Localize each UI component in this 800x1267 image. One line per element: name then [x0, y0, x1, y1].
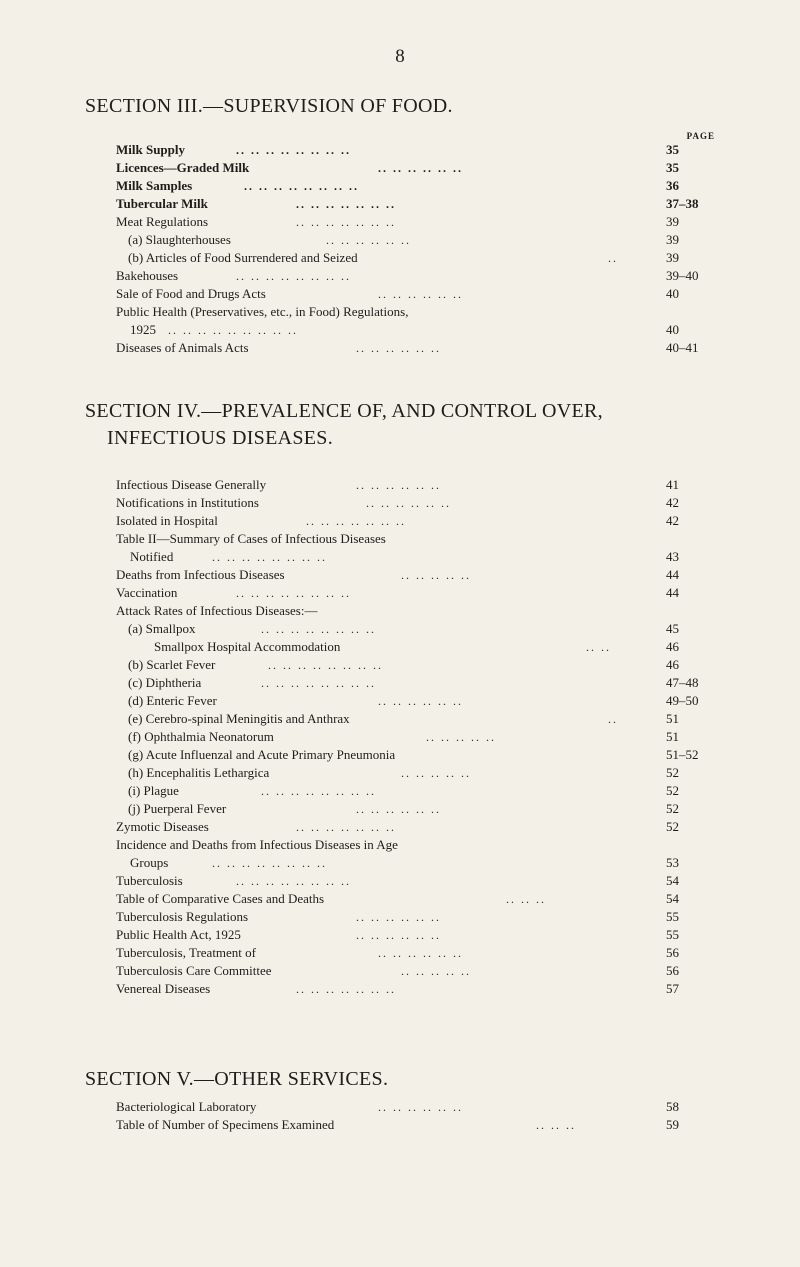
- section-heading-continued: INFECTIOUS DISEASES.: [107, 427, 334, 449]
- toc-entry: (i) Plague .. .. .. .. .. .. .. .. 52: [128, 783, 679, 798]
- section-heading: SECTION IV.—PREVALENCE OF, AND CONTROL OVER,: [85, 400, 603, 422]
- toc-entry: (g) Acute Influenzal and Acute Primary Pneumonia 51–52: [128, 747, 699, 762]
- toc-entry: Tuberculosis Care Committee .. .. .. .. .. 56: [116, 963, 679, 978]
- toc-entry: Groups .. .. .. .. .. .. .. .. 53: [130, 855, 679, 870]
- toc-entry: Tuberculosis Regulations .. .. .. .. .. .. 55: [116, 909, 679, 924]
- toc-entry: Venereal Diseases .. .. .. .. .. .. .. 57: [116, 981, 679, 996]
- toc-entry: Tubercular Milk .. .. .. .. .. .. .. 37–38: [116, 196, 699, 211]
- toc-entry: Notified .. .. .. .. .. .. .. .. 43: [130, 549, 679, 564]
- toc-entry: Milk Supply .. .. .. .. .. .. .. .. 35: [116, 142, 679, 157]
- toc-entry: Table of Number of Specimens Examined .. .. .. 59: [116, 1117, 679, 1132]
- section-v: [85, 1066, 715, 1132]
- section-heading: SECTION III.—SUPERVISION OF FOOD.: [85, 95, 453, 117]
- section-iv: [85, 398, 715, 996]
- toc-entry: Attack Rates of Infectious Diseases:—: [116, 603, 318, 618]
- toc-entry: Public Health Act, 1925 .. .. .. .. .. .. 55: [116, 927, 679, 942]
- toc-entry: Zymotic Diseases .. .. .. .. .. .. .. 52: [116, 819, 679, 834]
- toc-entry: (f) Ophthalmia Neonatorum .. .. .. .. .. 51: [128, 729, 679, 744]
- toc-list: [116, 141, 712, 357]
- toc-entry: Tuberculosis .. .. .. .. .. .. .. .. 54: [116, 873, 679, 888]
- toc-entry: Deaths from Infectious Diseases .. .. .. .. .. 44: [116, 567, 679, 582]
- toc-entry: Vaccination .. .. .. .. .. .. .. .. 44: [116, 585, 679, 600]
- toc-entry: Smallpox Hospital Accommodation .. .. 46: [154, 639, 679, 654]
- toc-entry: (b) Scarlet Fever .. .. .. .. .. .. .. .. 46: [128, 657, 679, 672]
- page-column-label: PAGE: [686, 131, 715, 141]
- toc-entry: (e) Cerebro-spinal Meningitis and Anthrax .. 51: [128, 711, 679, 726]
- section-heading: SECTION V.—OTHER SERVICES.: [85, 1068, 389, 1090]
- section-iii: [85, 93, 715, 355]
- toc-entry: (h) Encephalitis Lethargica .. .. .. .. .. 52: [128, 765, 679, 780]
- toc-entry: (j) Puerperal Fever .. .. .. .. .. .. 52: [128, 801, 679, 816]
- toc-entry: Milk Samples .. .. .. .. .. .. .. .. 36: [116, 178, 679, 193]
- toc-list: [116, 1098, 712, 1134]
- toc-entry: (d) Enteric Fever .. .. .. .. .. .. 49–50: [128, 693, 699, 708]
- toc-entry: Table II—Summary of Cases of Infectious Diseases: [116, 531, 386, 546]
- toc-list: [116, 476, 712, 998]
- toc-entry: (b) Articles of Food Surrendered and Seized .. 39: [128, 250, 679, 265]
- toc-entry: (a) Smallpox .. .. .. .. .. .. .. .. 45: [128, 621, 679, 636]
- toc-entry: Bacteriological Laboratory .. .. .. .. .. .. 58: [116, 1099, 679, 1114]
- toc-entry: Public Health (Preservatives, etc., in Food) Regulations,: [116, 304, 409, 319]
- toc-entry: 1925 .. .. .. .. .. .. .. .. .. 40: [130, 322, 679, 337]
- toc-entry: Sale of Food and Drugs Acts .. .. .. .. .. .. 40: [116, 286, 679, 301]
- toc-entry: Licences—Graded Milk .. .. .. .. .. .. 35: [116, 160, 679, 175]
- toc-entry: Infectious Disease Generally .. .. .. .. .. .. 41: [116, 477, 679, 492]
- toc-entry: (a) Slaughterhouses .. .. .. .. .. .. 39: [128, 232, 679, 247]
- toc-entry: Notifications in Institutions .. .. .. .. .. .. 42: [116, 495, 679, 510]
- toc-entry: (c) Diphtheria .. .. .. .. .. .. .. .. 47–48: [128, 675, 699, 690]
- toc-entry: Bakehouses .. .. .. .. .. .. .. .. 39–40: [116, 268, 699, 283]
- toc-entry: Table of Comparative Cases and Deaths .. .. .. 54: [116, 891, 679, 906]
- toc-entry: Meat Regulations .. .. .. .. .. .. .. 39: [116, 214, 679, 229]
- page-number: 8: [395, 46, 405, 67]
- toc-entry: Diseases of Animals Acts .. .. .. .. .. .. 40–41: [116, 340, 699, 355]
- toc-entry: Incidence and Deaths from Infectious Diseases in Age: [116, 837, 398, 852]
- toc-entry: Tuberculosis, Treatment of .. .. .. .. .. .. 56: [116, 945, 679, 960]
- toc-entry: Isolated in Hospital .. .. .. .. .. .. .. 42: [116, 513, 679, 528]
